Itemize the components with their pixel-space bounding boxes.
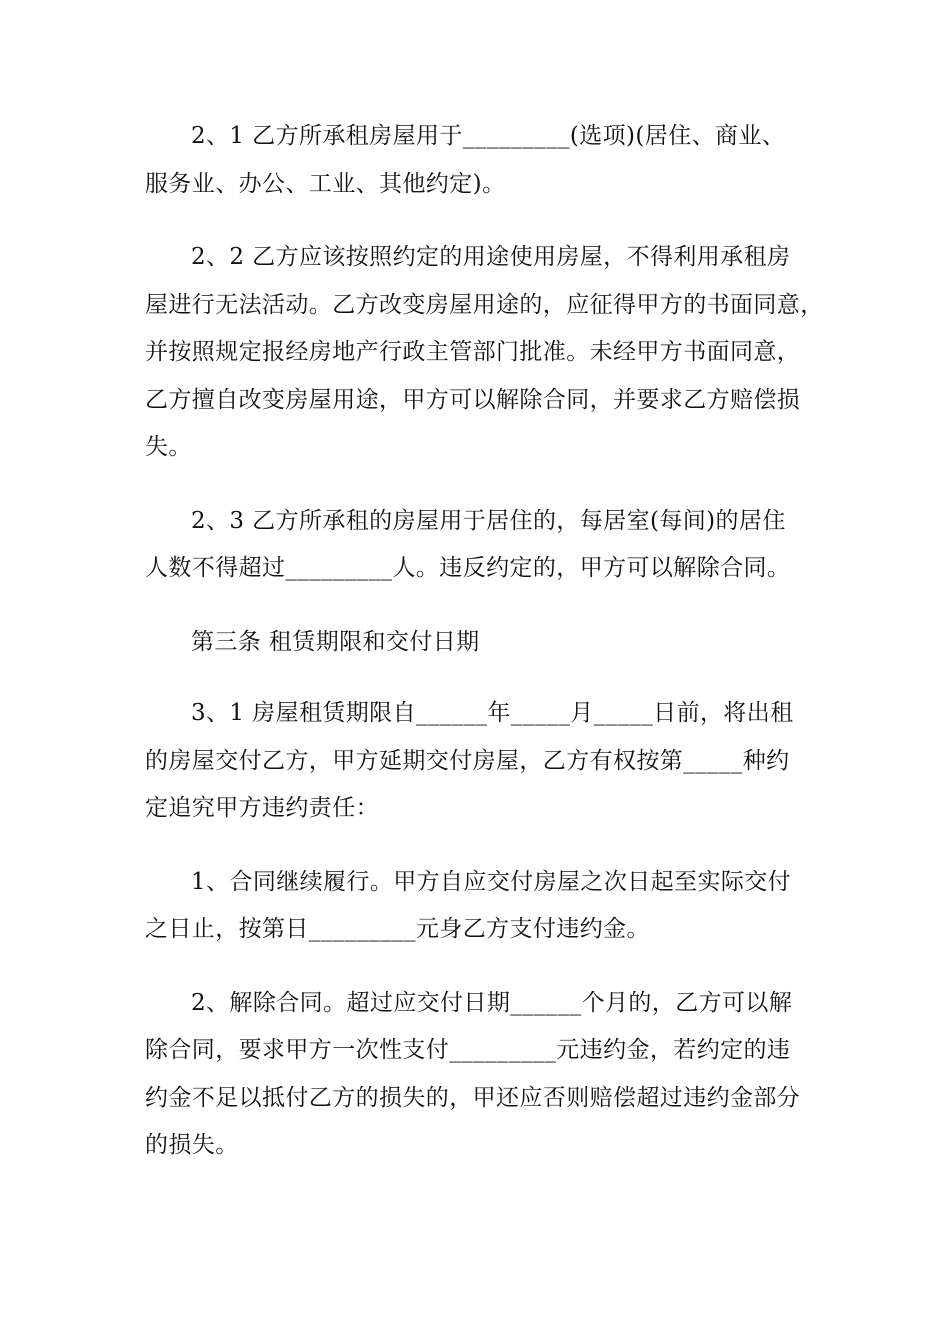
text-line: 1、合同继续履行。甲方自应交付房屋之次日起至实际交付 <box>191 868 792 895</box>
text-line: 2、2 乙方应该按照约定的用途使用房屋，不得利用承租房 <box>191 244 791 270</box>
text-line: 定追究甲方违约责任： <box>145 795 379 821</box>
text-line: 乙方擅自改变房屋用途，甲方可以解除合同，并要求乙方赔偿损 <box>145 386 801 413</box>
text-line: 约金不足以抵付乙方的损失的，甲还应否则赔偿超过违约金部分 <box>145 1084 801 1111</box>
text-line: 人数不得超过_________人。违反约定的，甲方可以解除合同。 <box>145 555 791 581</box>
text-line: 屋进行无法活动。乙方改变房屋用途的，应征得甲方的书面同意， <box>145 291 824 318</box>
text-line: 2、3 乙方所承租的房屋用于居住的，每居室(每间)的居住 <box>191 507 786 534</box>
text-line: 除合同，要求甲方一次性支付_________元违约金，若约定的违 <box>145 1037 791 1063</box>
section-heading: 第三条 租赁期限和交付日期 <box>191 628 480 655</box>
clause-2-2 <box>145 234 824 472</box>
text-line: 服务业、办公、工业、其他约定)。 <box>145 170 506 197</box>
document-body <box>145 113 824 1196</box>
text-line: 失。 <box>145 434 192 460</box>
text-line: 2、解除合同。超过应交付日期______个月的，乙方可以解 <box>191 989 793 1016</box>
text-line: 3、1 房屋租赁期限自______年_____月_____日前，将出租 <box>191 700 794 726</box>
text-line: 2、1 乙方所承租房屋用于_________(选项)(居住、商业、 <box>191 123 786 149</box>
clause-2-3 <box>145 498 809 593</box>
option-1-continue-contract <box>145 859 809 954</box>
text-line: 的损失。 <box>145 1132 239 1158</box>
article-3-heading <box>145 619 809 667</box>
clause-2-1 <box>145 113 809 208</box>
text-line: 之日止，按第日_________元身乙方支付违约金。 <box>145 916 650 942</box>
text-line: 并按照规定报经房地产行政主管部门批准。未经甲方书面同意， <box>145 339 801 365</box>
clause-3-1 <box>145 690 809 833</box>
text-line: 的房屋交付乙方，甲方延期交付房屋，乙方有权按第_____种约 <box>145 747 790 774</box>
option-2-terminate-contract <box>145 980 809 1170</box>
